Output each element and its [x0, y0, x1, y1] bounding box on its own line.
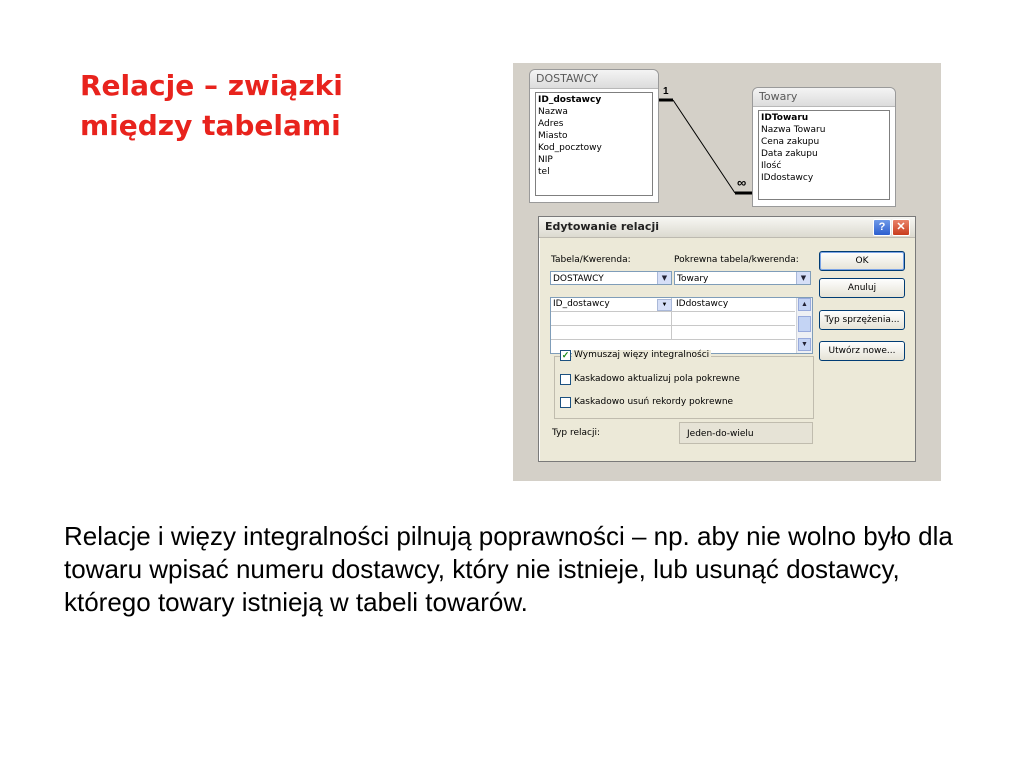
- table-field: tel: [538, 167, 550, 177]
- related-table-select-value: Towary: [677, 274, 709, 284]
- grid-cell[interactable]: IDdostawcy: [676, 299, 729, 309]
- related-table-select[interactable]: [674, 271, 811, 285]
- grid-cell[interactable]: [551, 312, 672, 325]
- field-mapping-grid[interactable]: [550, 297, 813, 354]
- table-title[interactable]: Towary: [753, 88, 895, 107]
- table-field: Data zakupu: [761, 149, 818, 159]
- cancel-button[interactable]: Anuluj: [819, 278, 905, 298]
- grid-cell[interactable]: [673, 312, 795, 325]
- slide-body-text: Relacje i więzy integralności pilnują poprawności – np. aby nie wolno było dla towaru wpisać numeru dostawcy, który nie istnieje, lub usunąć dostawcy, którego towary istnieją w tabeli towarów.: [64, 521, 953, 617]
- table-field: Nazwa: [538, 107, 568, 117]
- towary-table[interactable]: [752, 87, 896, 207]
- grid-scrollbar[interactable]: [796, 298, 812, 353]
- relation-type-label: Typ relacji:: [552, 428, 601, 438]
- related-table-label: Pokrewna tabela/kwerenda:: [674, 255, 799, 265]
- cascade-delete-checkbox[interactable]: [560, 397, 571, 408]
- table-field: IDTowaru: [761, 113, 809, 123]
- table-select[interactable]: [550, 271, 672, 285]
- scroll-thumb[interactable]: [798, 316, 811, 332]
- dialog-title: Edytowanie relacji: [545, 220, 659, 233]
- enforce-integrity-checkbox[interactable]: ✓: [561, 350, 570, 360]
- grid-row[interactable]: [551, 312, 795, 326]
- table-field: Miasto: [538, 131, 568, 141]
- table-title[interactable]: DOSTAWCY: [530, 70, 658, 89]
- table-field: ID_dostawcy: [538, 95, 602, 105]
- scroll-down-icon[interactable]: ▼: [798, 338, 811, 351]
- cascade-delete-label: Kaskadowo usuń rekordy pokrewne: [574, 397, 734, 407]
- join-type-button[interactable]: Typ sprzężenia...: [819, 310, 905, 330]
- ok-button[interactable]: OK: [819, 251, 905, 271]
- cascade-update-label: Kaskadowo aktualizuj pola pokrewne: [574, 374, 740, 384]
- dropdown-arrow-icon[interactable]: ▼: [657, 272, 671, 284]
- dropdown-arrow-icon[interactable]: ▼: [796, 272, 810, 284]
- field-list: [535, 92, 653, 196]
- table-select-value: DOSTAWCY: [553, 274, 604, 284]
- grid-cell[interactable]: ID_dostawcy: [551, 298, 672, 311]
- grid-row[interactable]: [551, 326, 795, 340]
- enforce-integrity-label: Wymuszaj więzy integralności: [574, 350, 710, 360]
- table-field: Kod_pocztowy: [538, 143, 602, 153]
- grid-cell[interactable]: [551, 326, 672, 339]
- grid-cell[interactable]: [673, 326, 795, 339]
- many-side-marker: ∞: [737, 175, 747, 190]
- dialog-titlebar[interactable]: [539, 217, 915, 238]
- create-new-button[interactable]: Utwórz nowe...: [819, 341, 905, 361]
- dropdown-arrow-icon[interactable]: ▼: [657, 299, 672, 311]
- integrity-frame: [554, 356, 814, 419]
- table-field: NIP: [538, 155, 553, 165]
- table-field: IDdostawcy: [761, 173, 814, 183]
- table-label: Tabela/Kwerenda:: [551, 255, 631, 265]
- close-icon[interactable]: ✕: [892, 219, 910, 236]
- table-field: Nazwa Towaru: [761, 125, 826, 135]
- help-icon[interactable]: ?: [873, 219, 891, 236]
- field-list: [758, 110, 890, 200]
- slide-title: Relacje – związki między tabelami: [80, 69, 343, 142]
- relation-type-value: Jeden-do-wielu: [679, 422, 813, 444]
- cascade-update-checkbox[interactable]: [560, 374, 571, 385]
- table-field: Ilość: [761, 161, 782, 171]
- access-screenshot: [513, 63, 941, 481]
- scroll-up-icon[interactable]: ▲: [798, 298, 811, 311]
- table-field: Cena zakupu: [761, 137, 820, 147]
- table-field: Adres: [538, 119, 564, 129]
- edit-relationships-dialog: [538, 216, 916, 462]
- one-side-marker: 1: [663, 86, 669, 97]
- grid-row[interactable]: [551, 298, 795, 312]
- dostawcy-table[interactable]: [529, 69, 659, 203]
